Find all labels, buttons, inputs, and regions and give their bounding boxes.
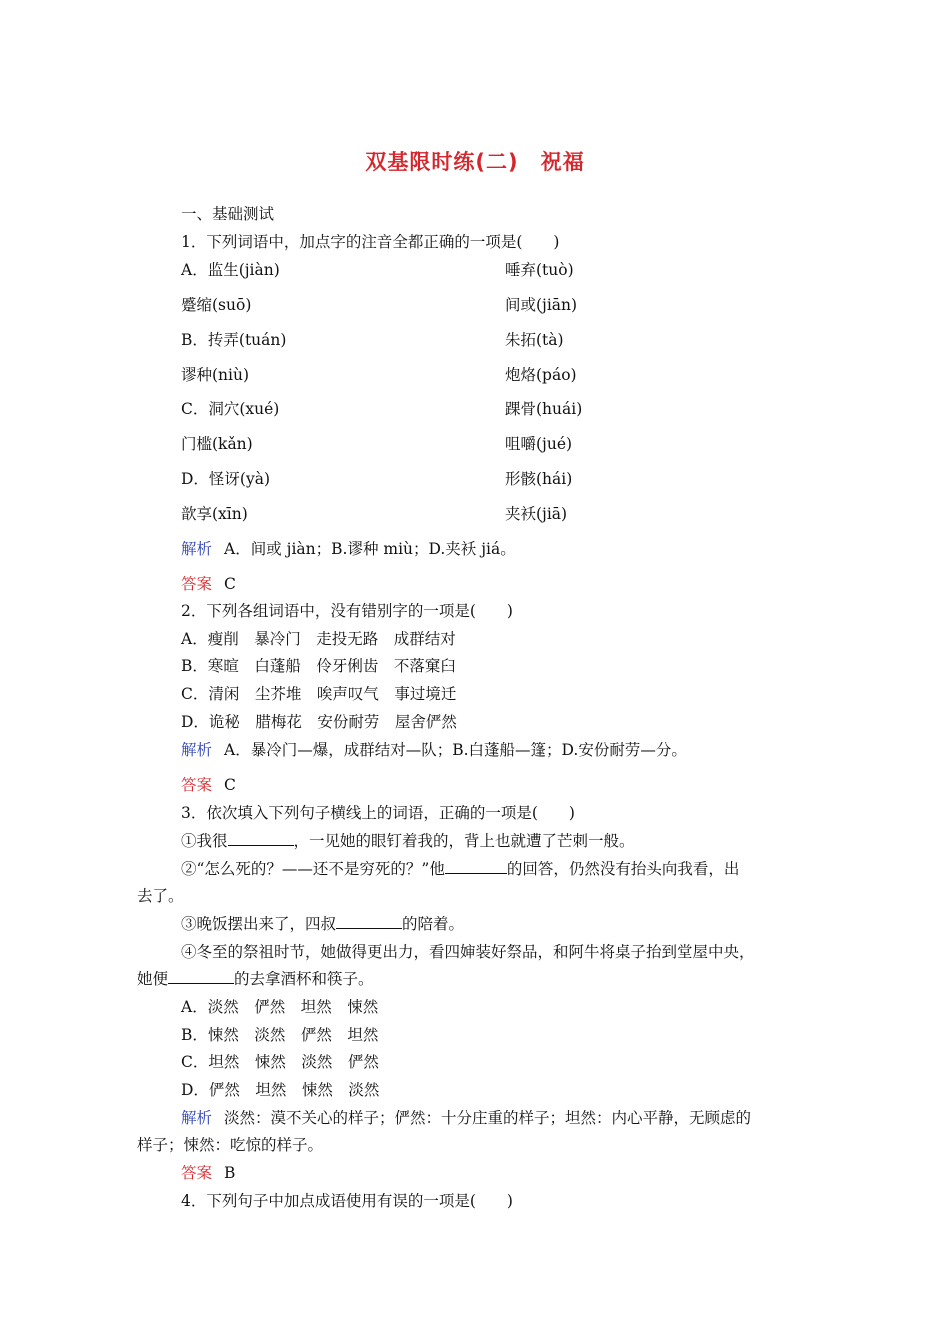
q3-sentence-3 xyxy=(181,913,464,935)
q3-stem: 3．依次填入下列句子横线上的词语，正确的一项是( ) xyxy=(181,804,575,822)
analysis-label: 解析 xyxy=(181,1109,213,1127)
q1-option-c-4: 咀嚼(jué) xyxy=(505,435,573,453)
sentence-text: ，一见她的眼钉着我的，背上也就遭了芒刺一般。 xyxy=(293,832,635,850)
q3-sentence-4-cont xyxy=(137,968,374,990)
q1-option-d-4: 夹袄(jiā) xyxy=(505,505,568,523)
q2-option-a: A．瘦削 暴冷门 走投无路 成群结对 xyxy=(181,630,456,648)
sentence-text: 的陪着。 xyxy=(402,915,465,933)
q3-analysis-cont: 样子；悚然：吃惊的样子。 xyxy=(137,1136,324,1154)
sentence-text: ②“怎么死的？——还不是穷死的？”他 xyxy=(181,860,445,878)
q2-stem: 2．下列各组词语中，没有错别字的一项是( ) xyxy=(181,602,513,620)
q1-option-a-3: 蹙缩(suō) xyxy=(181,296,252,314)
fill-blank xyxy=(336,914,402,929)
sentence-text: 的去拿酒杯和筷子。 xyxy=(234,970,374,988)
section-heading: 一、基础测试 xyxy=(181,205,275,223)
q1-answer xyxy=(181,573,236,595)
q1-option-b-4: 炮烙(páo) xyxy=(505,366,577,384)
q3-option-c: C．坦然 悚然 淡然 俨然 xyxy=(181,1053,379,1071)
answer-value: C xyxy=(224,575,236,593)
q1-option-a-2: 唾弃(tuò) xyxy=(505,261,574,279)
sentence-text: 的回答，仍然没有抬头向我看，出 xyxy=(506,860,740,878)
q3-sentence-1 xyxy=(181,830,635,852)
q3-analysis xyxy=(181,1107,751,1129)
analysis-label: 解析 xyxy=(181,540,213,558)
sentence-text: 她便 xyxy=(137,970,169,988)
q1-option-d-2: 形骸(hái) xyxy=(505,470,573,488)
answer-label: 答案 xyxy=(181,776,213,794)
q1-option-b-2: 朱拓(tà) xyxy=(505,331,564,349)
sentence-text: ③晚饭摆出来了，四叔 xyxy=(181,915,337,933)
analysis-text: A．暴冷门—爆，成群结对—队；B.白蓬船—篷；D.安份耐劳—分。 xyxy=(224,741,687,759)
q3-option-a: A．淡然 俨然 坦然 悚然 xyxy=(181,998,379,1016)
q1-option-c-2: 踝骨(huái) xyxy=(505,400,583,418)
q2-analysis xyxy=(181,739,687,761)
answer-value: B xyxy=(224,1164,236,1182)
answer-label: 答案 xyxy=(181,1164,213,1182)
q2-option-d: D．诡秘 腊梅花 安份耐劳 屋舍俨然 xyxy=(181,713,457,731)
analysis-text: 淡然：漠不关心的样子；俨然：十分庄重的样子；坦然：内心平静，无顾虑的 xyxy=(224,1109,752,1127)
q2-option-c: C．清闲 尘芥堆 唉声叹气 事过境迁 xyxy=(181,685,457,703)
q1-stem: 1．下列词语中，加点字的注音全都正确的一项是( ) xyxy=(181,233,560,251)
q3-option-b: B．悚然 淡然 俨然 坦然 xyxy=(181,1026,379,1044)
sentence-text: ①我很 xyxy=(181,832,228,850)
q2-answer xyxy=(181,774,236,796)
q3-sentence-2-cont: 去了。 xyxy=(137,887,184,905)
q1-option-b-3: 谬种(niù) xyxy=(181,366,250,384)
q1-option-a-4: 间或(jiān) xyxy=(505,296,578,314)
q1-option-d-1: D．怪讶(yà) xyxy=(181,470,271,488)
fill-blank xyxy=(228,831,294,846)
q1-option-d-3: 歆享(xīn) xyxy=(181,505,248,523)
q1-analysis xyxy=(181,538,516,560)
fill-blank xyxy=(168,969,234,984)
q3-answer xyxy=(181,1162,235,1184)
analysis-label: 解析 xyxy=(181,741,213,759)
page-title: 双基限时练(二) 祝福 xyxy=(365,150,585,174)
q3-sentence-4: ④冬至的祭祖时节，她做得更出力，看四婶装好祭品，和阿牛将桌子抬到堂屋中央， xyxy=(181,943,755,961)
q1-option-c-1: C．洞穴(xué) xyxy=(181,400,280,418)
fill-blank xyxy=(445,859,507,874)
q3-sentence-2 xyxy=(181,858,739,880)
q4-stem: 4．下列句子中加点成语使用有误的一项是( ) xyxy=(181,1192,513,1210)
analysis-text: A．间或 jiàn；B.谬种 miù；D.夹袄 jiá。 xyxy=(224,540,516,558)
q2-option-b: B．寒暄 白蓬船 伶牙俐齿 不落窠臼 xyxy=(181,657,456,675)
q1-option-b-1: B．抟弄(tuán) xyxy=(181,331,287,349)
answer-label: 答案 xyxy=(181,575,213,593)
q1-option-c-3: 门槛(kǎn) xyxy=(181,435,253,453)
q1-option-a-1: A．监生(jiàn) xyxy=(181,261,280,279)
answer-value: C xyxy=(224,776,236,794)
q3-option-d: D．俨然 坦然 悚然 淡然 xyxy=(181,1081,380,1099)
